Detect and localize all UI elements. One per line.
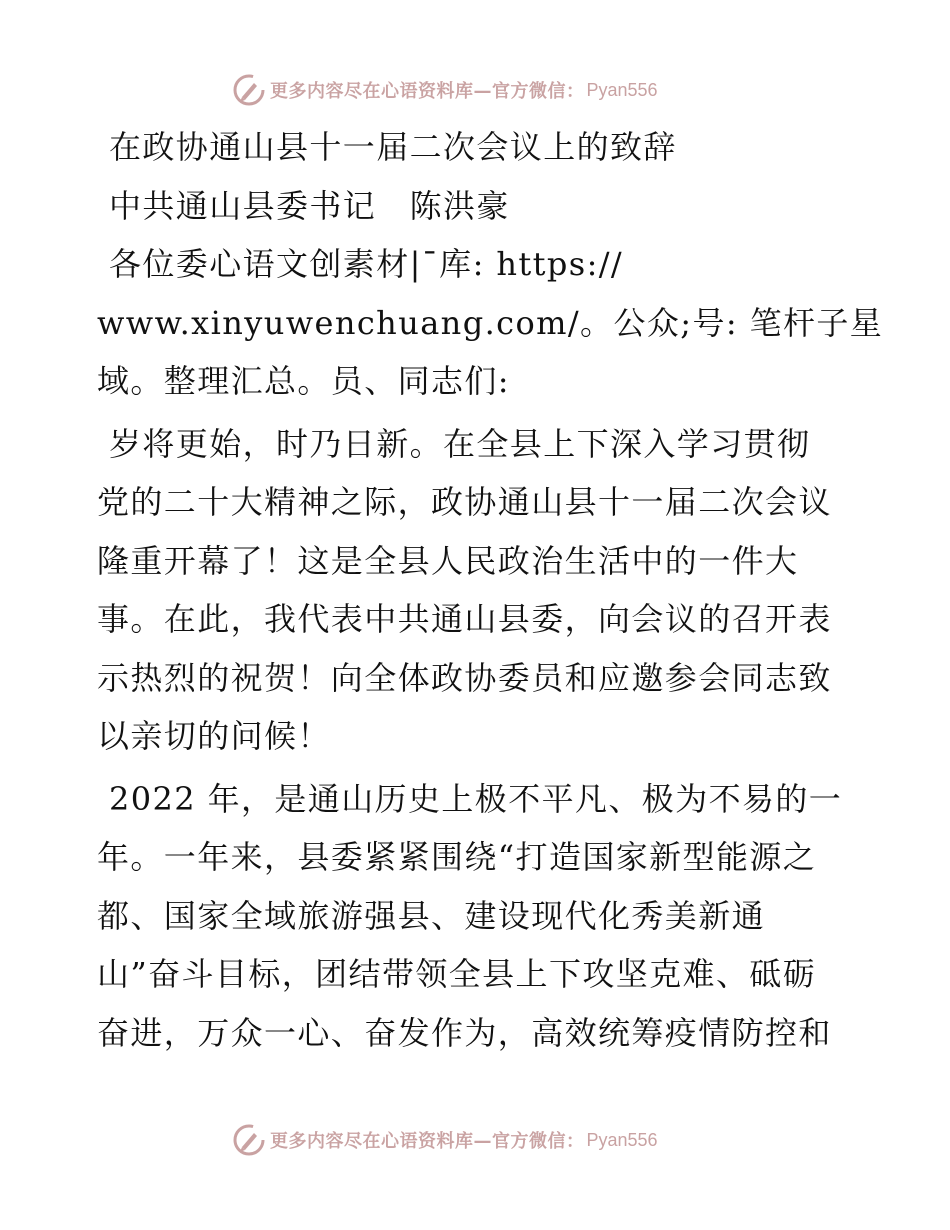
paragraph-line: 年。一年来，县委紧紧围绕“打造国家新型能源之 xyxy=(97,838,817,876)
watermark-text: 更多内容尽在心语资料库—官方微信： xyxy=(270,81,585,102)
paragraph-line: 党的二十大精神之际，政协通山县十一届二次会议 xyxy=(97,483,832,521)
paragraph-line: 2022 年，是通山历史上极不平凡、极为不易的一 xyxy=(109,779,843,818)
document-body xyxy=(97,118,884,1062)
watermark-text: 更多内容尽在心语资料库—官方微信： xyxy=(270,1131,585,1152)
document-title: 在政协通山县十一届二次会议上的致辞 xyxy=(109,128,677,166)
paragraph-1 xyxy=(97,415,857,766)
author-line: 中共通山县委书记 陈洪豪 xyxy=(109,186,510,225)
greeting-line: www.xinyuwenchuang.com/。公众;号: 笔杆子星 xyxy=(97,303,884,342)
paragraph-line: 隆重开幕了！这是全县人民政治生活中的一件大 xyxy=(97,541,799,580)
header-watermark xyxy=(232,70,658,110)
pen-circle-logo-icon xyxy=(232,1123,266,1157)
paragraph-line: 以亲切的问候！ xyxy=(97,717,331,755)
paragraph-2 xyxy=(97,770,857,1063)
greeting-line: 各位委心语文创素材|¯库: https:// xyxy=(109,245,624,283)
paragraph-line: 事。在此，我代表中共通山县委，向会议的召开表 xyxy=(97,600,832,638)
greeting-paragraph xyxy=(97,235,884,411)
paragraph-line: 山”奋斗目标，团结带领全县上下攻坚克难、砥砺 xyxy=(97,955,817,993)
greeting-line: 域。整理汇总。员、同志们: xyxy=(97,362,510,400)
watermark-wechat-id: Pyan556 xyxy=(586,1129,658,1150)
watermark-wechat-id: Pyan556 xyxy=(586,79,658,100)
paragraph-line: 奋进，万众一心、奋发作为，高效统筹疫情防控和 xyxy=(97,1013,832,1052)
paragraph-line: 岁将更始，时乃日新。在全县上下深入学习贯彻 xyxy=(109,424,811,463)
footer-watermark xyxy=(232,1120,658,1160)
pen-circle-logo-icon xyxy=(232,73,266,107)
paragraph-line: 都、国家全域旅游强县、建设现代化秀美新通 xyxy=(97,896,766,935)
paragraph-line: 示热烈的祝贺！向全体政协委员和应邀参会同志致 xyxy=(97,658,832,697)
